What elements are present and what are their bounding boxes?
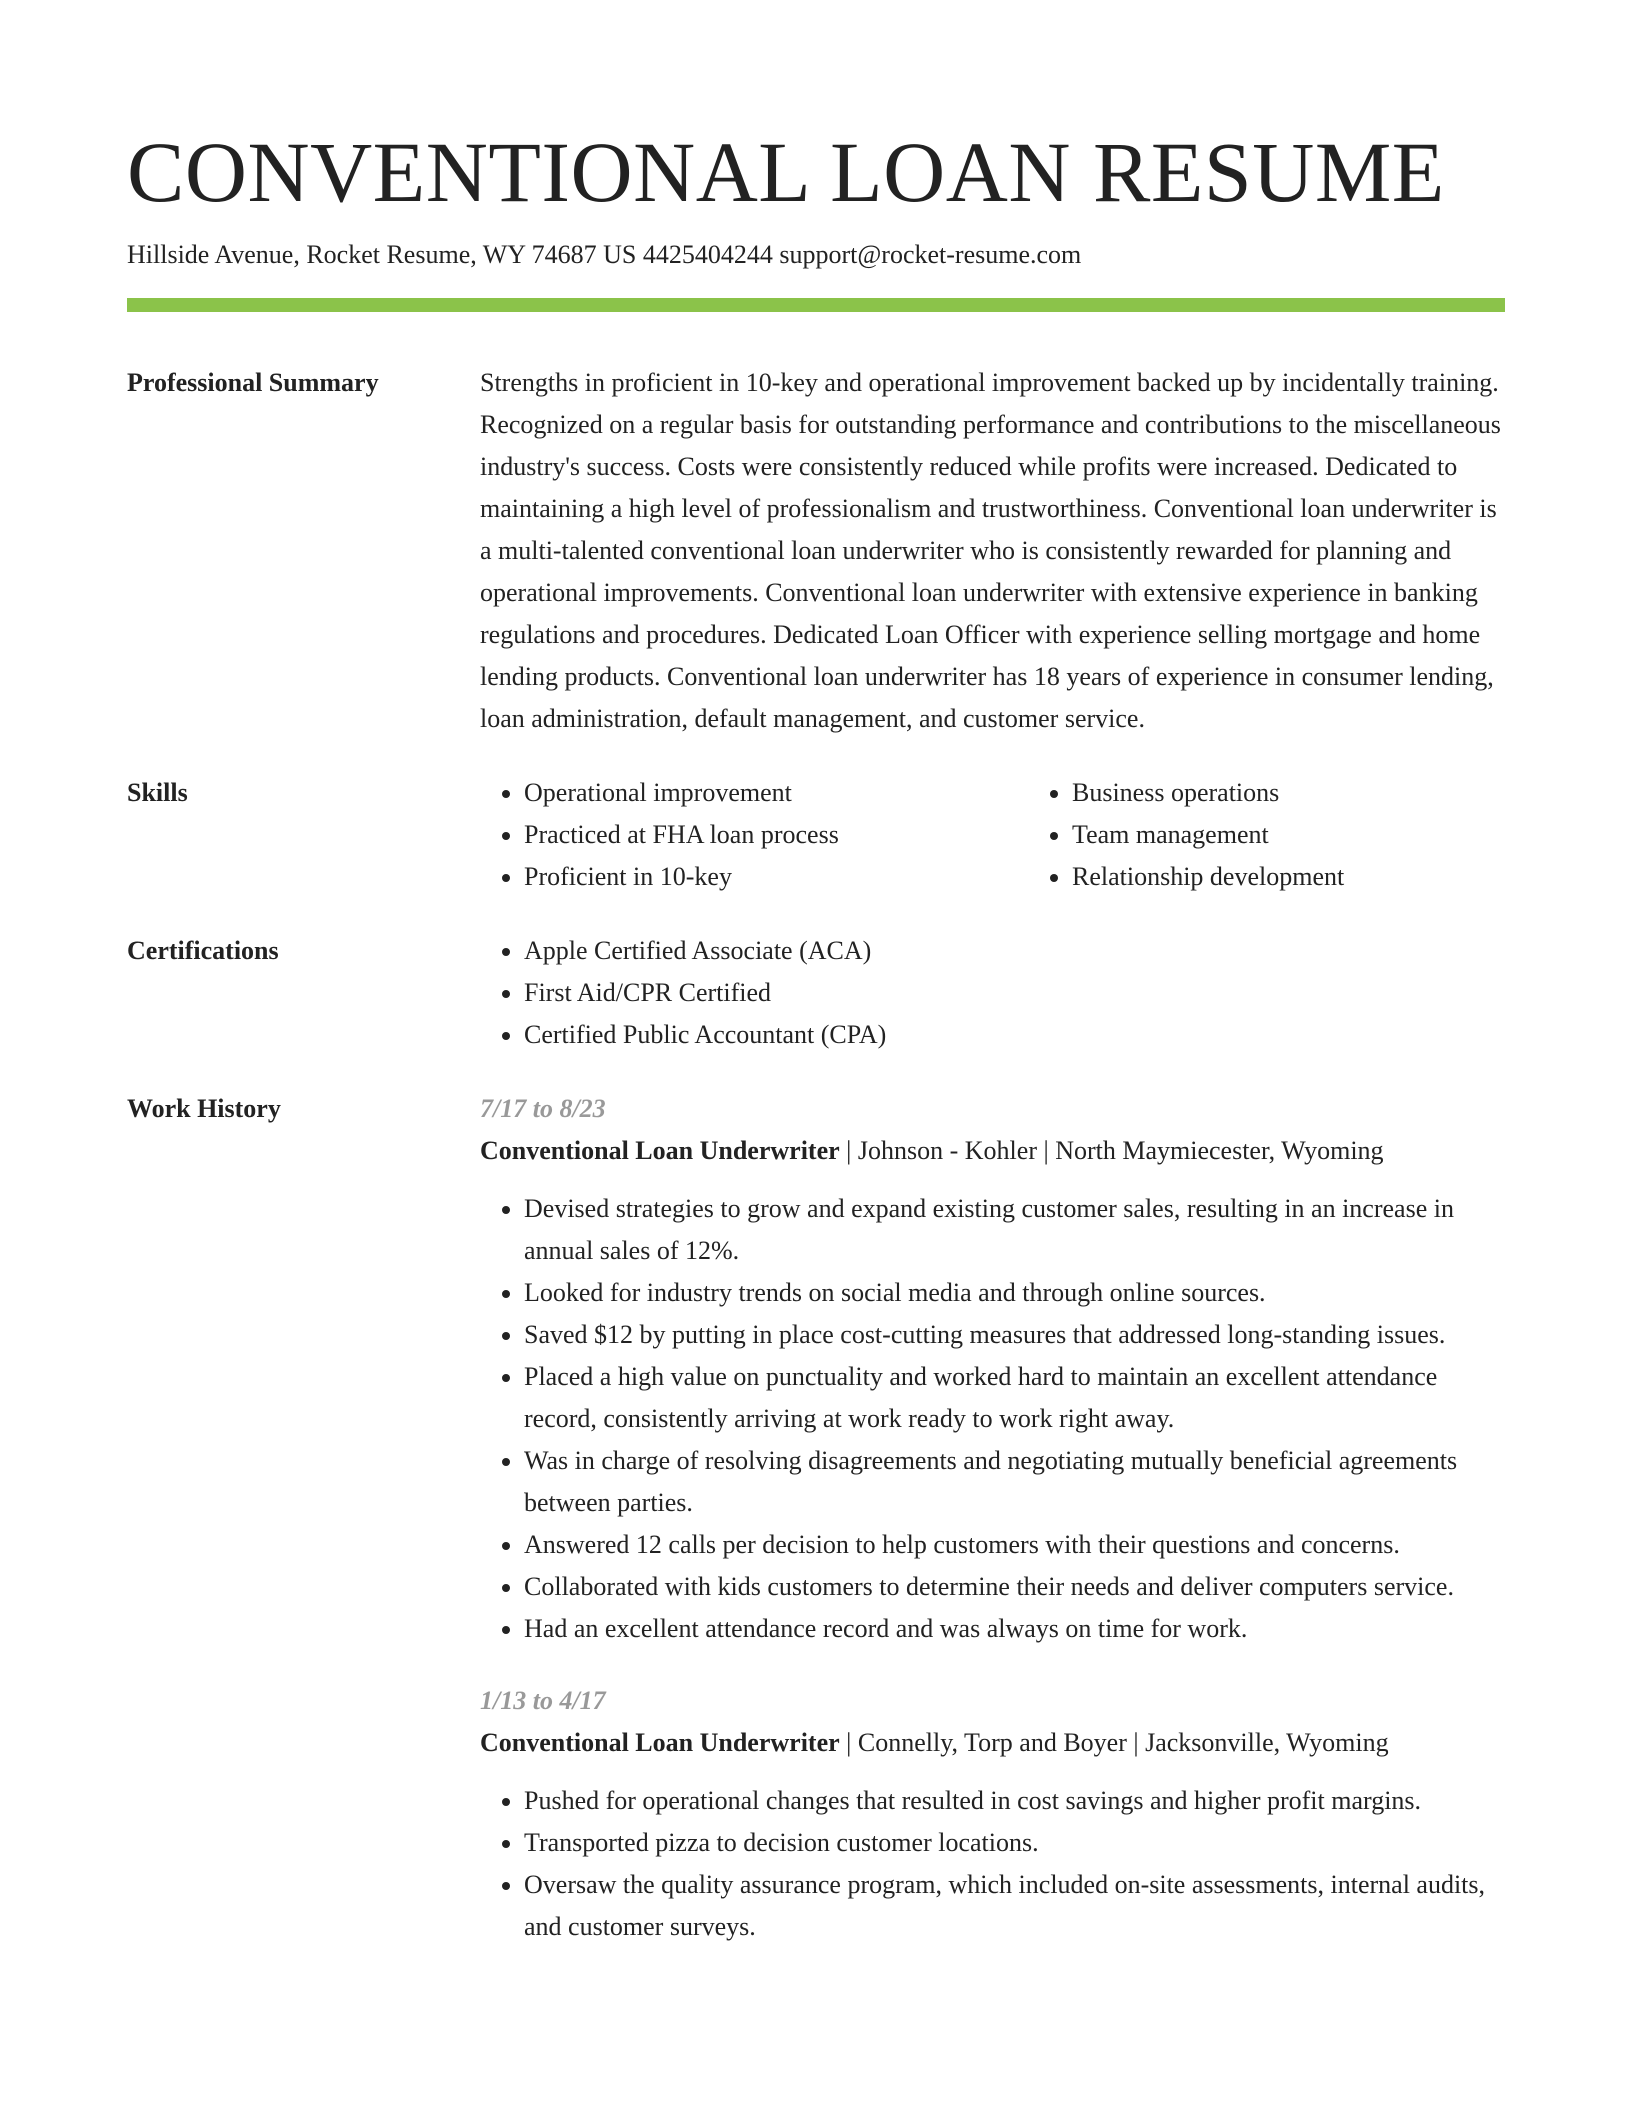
contact-phone: 4425404244 [642,240,773,269]
certifications-section [127,930,1505,1056]
job-separator: | [1043,1136,1049,1165]
skills-section [127,772,1505,898]
job-bullet: • Oversaw the quality assurance program, which included on-site assessments, internal audits, and customer surveys. [524,1864,1505,1948]
skill-item: • Proficient in 10-key [524,856,1028,898]
summary-text: Strengths in proficient in 10-key and operational improvement backed up by incidentally training. Recognized on a regular basis for outstanding performance and contributions to the miscellaneous industry's success. Costs were consistently reduced while profits were increased. Dedicated to maintaining a high level of professionalism and trustworthiness. Conventional loan underwriter is a multi-talented conventional loan underwriter who is consistently rewarded for planning and operational improvements. Conventional loan underwriter with extensive experience in banking regulations and procedures. Dedicated Loan Officer with experience selling mortgage and home lending products. Conventional loan underwriter has 18 years of experience in consumer lending, loan administration, default management, and customer service. [480,368,1501,733]
skill-item: • Relationship development [1072,856,1505,898]
job-bullet: • Collaborated with kids customers to determine their needs and deliver computers service. [524,1566,1505,1608]
job-bullet: • Transported pizza to decision customer locations. [524,1822,1505,1864]
certification-item: • Certified Public Accountant (CPA) [524,1014,1505,1056]
skill-item: • Practiced at FHA loan process [524,814,1028,856]
job-dates: 7/17 to 8/23 [480,1094,606,1123]
certification-item: • First Aid/CPR Certified [524,972,1505,1014]
job-bullet: • Looked for industry trends on social media and through online sources. [524,1272,1505,1314]
resume-name: CONVENTIONAL LOAN RESUME [127,124,1445,220]
professional-summary-section [127,362,1505,740]
job-entry [480,1680,1505,1948]
section-heading-certifications: Certifications [127,936,279,965]
job-title: Conventional Loan Underwriter [480,1728,840,1757]
job-bullet: • Had an excellent attendance record and was always on time for work. [524,1608,1505,1650]
section-heading-skills: Skills [127,778,188,807]
job-heading [480,1130,1505,1172]
certification-item: • Apple Certified Associate (ACA) [524,930,1505,972]
skill-item: • Business operations [1072,772,1505,814]
contact-email[interactable]: support@rocket-resume.com [779,240,1082,269]
job-bullets [480,1780,1505,1948]
job-heading [480,1722,1505,1764]
job-separator: | [846,1136,852,1165]
contact-address: Hillside Avenue, Rocket Resume, WY 74687 US [127,240,637,269]
job-company: Connelly, Torp and Boyer [857,1728,1127,1757]
section-heading-work-history: Work History [127,1094,281,1123]
job-separator: | [1133,1728,1139,1757]
job-bullet: • Devised strategies to grow and expand existing customer sales, resulting in an increase in annual sales of 12%. [524,1188,1505,1272]
work-history-section [127,1088,1505,1948]
job-title: Conventional Loan Underwriter [480,1136,840,1165]
contact-line [127,238,1505,272]
skill-item: • Team management [1072,814,1505,856]
job-bullet: • Was in charge of resolving disagreements and negotiating mutually beneficial agreements between parties. [524,1440,1505,1524]
header-divider [127,298,1505,312]
section-heading-summary: Professional Summary [127,368,379,397]
certifications-list [480,930,1505,1056]
job-dates: 1/13 to 4/17 [480,1686,606,1715]
skills-list-right [1028,772,1505,898]
job-bullet: • Pushed for operational changes that resulted in cost savings and higher profit margins. [524,1780,1505,1822]
job-separator: | [846,1728,852,1757]
job-location: North Maymiecester, Wyoming [1055,1136,1384,1165]
job-bullet: • Answered 12 calls per decision to help customers with their questions and concerns. [524,1524,1505,1566]
job-bullets [480,1188,1505,1650]
job-entry [480,1088,1505,1650]
job-bullet: • Saved $12 by putting in place cost-cutting measures that addressed long-standing issues. [524,1314,1505,1356]
job-company: Johnson - Kohler [857,1136,1037,1165]
skill-item: • Operational improvement [524,772,1028,814]
skills-list-left [480,772,1028,898]
job-location: Jacksonville, Wyoming [1145,1728,1389,1757]
job-bullet: • Placed a high value on punctuality and worked hard to maintain an excellent attendance record, consistently arriving at work ready to work right away. [524,1356,1505,1440]
resume-page [127,0,1505,1948]
